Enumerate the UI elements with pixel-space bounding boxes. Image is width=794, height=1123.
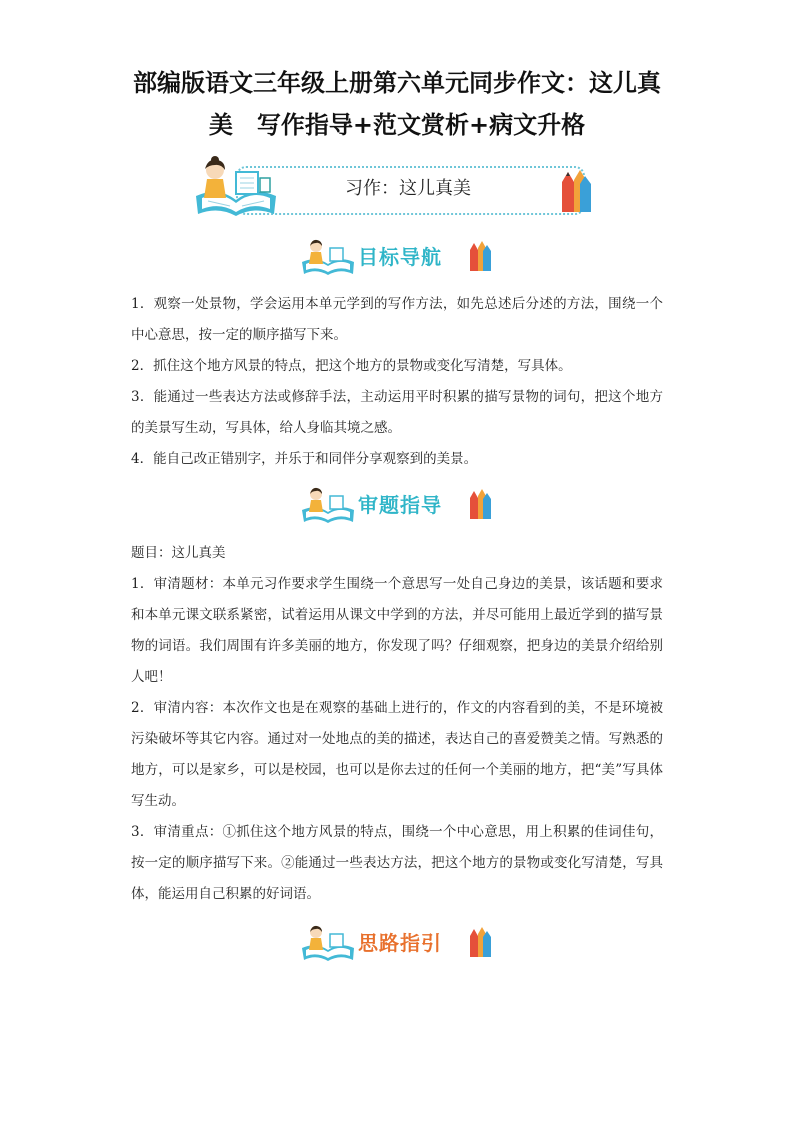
document-title (0, 62, 794, 146)
section-label: 思路指引 (358, 931, 442, 955)
girl-reading-book-icon (188, 156, 283, 218)
review-topic: 题目：这儿真美 (131, 545, 226, 561)
goal-item: 3．能通过一些表达方法或修辞手法，主动运用平时积累的描写景物的词句，把这个地方的美景写生动，写具体，给人身临其境之感。 (131, 389, 663, 436)
pencils-icon (558, 168, 594, 214)
section-header-ideas (300, 924, 495, 964)
pencils-icon (468, 926, 492, 958)
girl-reading-book-icon (300, 486, 358, 524)
goals-list (131, 289, 663, 475)
review-item: 2．审清内容：本次作文也是在观察的基础上进行的，作文的内容看到的美，不是环境被污染破坏等其它内容。通过对一处地点的美的描述，表达自己的喜爱赞美之情。写熟悉的地方，可以是家乡，可以是校园，也可以是你去过的任何一个美丽的地方，把“美”写具体写生动。 (131, 700, 663, 809)
review-content (131, 538, 663, 910)
review-item: 3．审清重点：①抓住这个地方风景的特点，围绕一个中心意思，用上积累的佳词佳句，按一定的顺序描写下来。②能通过一些表达方法，把这个地方的景物或变化写清楚，写具体，能运用自己积累的好词语。 (131, 824, 663, 902)
review-item: 1．审清题材：本单元习作要求学生围绕一个意思写一处自己身边的美景，该话题和要求和本单元课文联系紧密，试着运用从课文中学到的方法，并尽可能用上最近学到的描写景物的词语。我们周围有许多美丽的地方，你发现了吗？仔细观察，把身边的美景介绍给别人吧！ (131, 576, 663, 685)
topic-banner (188, 156, 598, 218)
goal-item: 1．观察一处景物，学会运用本单元学到的写作方法，如先总述后分述的方法，围绕一个中心意思，按一定的顺序描写下来。 (131, 296, 663, 343)
goal-item: 4．能自己改正错别字，并乐于和同伴分享观察到的美景。 (131, 451, 478, 467)
section-label: 目标导航 (358, 245, 442, 269)
girl-reading-book-icon (300, 238, 358, 276)
title-line-2: 美 写作指导+范文赏析+病文升格 (208, 111, 586, 139)
section-label: 审题指导 (358, 493, 442, 517)
title-line-1: 部编版语文三年级上册第六单元同步作文：这儿真 (133, 69, 661, 97)
pencils-icon (468, 488, 492, 520)
goal-item: 2．抓住这个地方风景的特点，把这个地方的景物或变化写清楚，写具体。 (131, 358, 572, 374)
pencils-icon (468, 240, 492, 272)
banner-title: 习作：这儿真美 (345, 178, 471, 199)
section-header-goals (300, 238, 495, 278)
section-header-review (300, 486, 495, 526)
girl-reading-book-icon (300, 924, 358, 962)
